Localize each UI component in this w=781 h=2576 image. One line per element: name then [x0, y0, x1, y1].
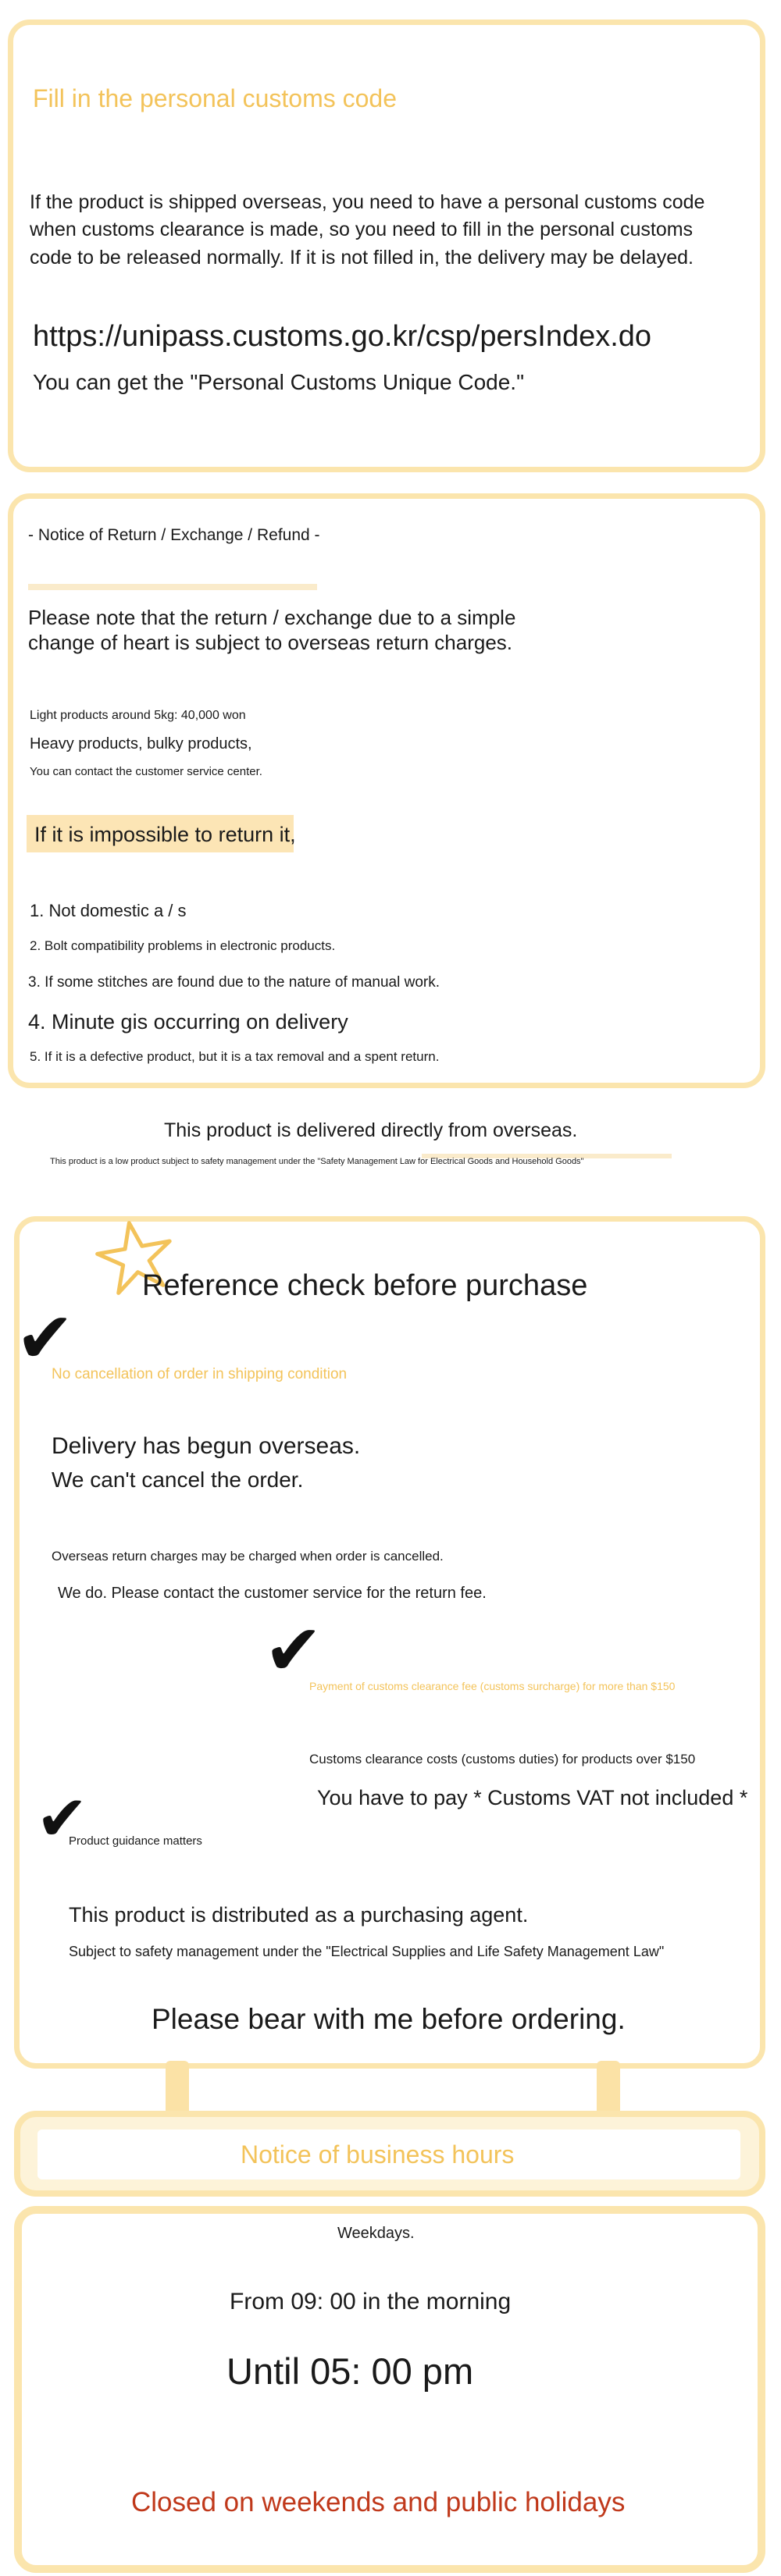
check-label-customs-fee: Payment of customs clearance fee (customs surcharge) for more than $150 — [309, 1680, 676, 1692]
delivery-begun-text: Delivery has begun overseas. — [52, 1433, 361, 1459]
customs-code-title: Fill in the personal customs code — [33, 84, 397, 112]
return-notice-title: - Notice of Return / Exchange / Refund - — [28, 526, 320, 544]
return-intro-line-1: Please note that the return / exchange due to a simple — [28, 606, 516, 629]
return-item-2: 2. Bolt compatibility problems in electronic products. — [30, 938, 336, 953]
checkmark-icon: ✔ — [264, 1610, 323, 1692]
weekdays-label: Weekdays. — [337, 2225, 415, 2242]
customs-body-line-3: code to be released normally. If it is not filled in, the delivery may be delayed. — [30, 247, 694, 269]
customs-url-caption: You can get the "Personal Customs Unique Code." — [33, 370, 525, 394]
heavy-products-note: Heavy products, bulky products, — [30, 735, 252, 753]
safety-law-text: Subject to safety management under the "Electrical Supplies and Life Safety Management Law" — [69, 1944, 665, 1959]
checkmark-icon: ✔ — [16, 1297, 75, 1379]
customs-costs-text: Customs clearance costs (customs duties) for products over $150 — [309, 1752, 696, 1767]
light-products-note: Light products around 5kg: 40,000 won — [30, 709, 246, 722]
return-notice-panel — [8, 493, 765, 1088]
highlight-bar — [28, 584, 317, 590]
return-item-3: 3. If some stitches are found due to the nature of manual work. — [28, 974, 440, 991]
cannot-cancel-text: We can't cancel the order. — [52, 1468, 304, 1492]
reference-check-title: Reference check before purchase — [142, 1269, 588, 1302]
return-item-5: 5. If it is a defective product, but it is a tax removal and a spent return. — [30, 1049, 440, 1064]
reference-check-panel — [14, 1216, 765, 2069]
impossible-heading: If it is impossible to return it, — [34, 823, 296, 846]
customs-body-line-2: when customs clearance is made, so you need to fill in the personal customs — [30, 219, 694, 240]
customs-url-link[interactable]: https://unipass.customs.go.kr/csp/persIndex.do — [33, 320, 652, 353]
purchasing-agent-text: This product is distributed as a purchasing agent. — [69, 1903, 529, 1927]
check-label-no-cancellation: No cancellation of order in shipping condition — [52, 1366, 348, 1382]
bear-with-me-text: Please bear with me before ordering. — [152, 2003, 626, 2035]
contact-fee-text: We do. Please contact the customer service for the return fee. — [58, 1585, 487, 1602]
hours-from: From 09: 00 in the morning — [230, 2289, 512, 2314]
delivery-notice-sub: This product is a low product subject to safety management under the "Safety Management Law for Electrical Goods and Household Goods" — [50, 1157, 584, 1166]
hours-until: Until 05: 00 pm — [226, 2350, 474, 2392]
delivery-notice-main: This product is delivered directly from overseas. — [164, 1119, 578, 1141]
checkmark-icon: ✔ — [36, 1782, 89, 1855]
return-item-4: 4. Minute gis occurring on delivery — [28, 1010, 348, 1034]
return-charges-text: Overseas return charges may be charged when order is cancelled. — [52, 1549, 444, 1564]
return-item-1: 1. Not domestic a / s — [30, 901, 187, 920]
hours-title: Notice of business hours — [241, 2140, 515, 2169]
check-label-product-guidance: Product guidance matters — [69, 1834, 202, 1848]
closed-days-text: Closed on weekends and public holidays — [131, 2487, 626, 2517]
customs-body-line-1: If the product is shipped overseas, you need to have a personal customs code — [30, 191, 705, 213]
pay-vat-text: You have to pay * Customs VAT not included * — [317, 1786, 748, 1809]
return-intro-line-2: change of heart is subject to overseas return charges. — [28, 631, 513, 654]
contact-note: You can contact the customer service center. — [30, 765, 262, 778]
